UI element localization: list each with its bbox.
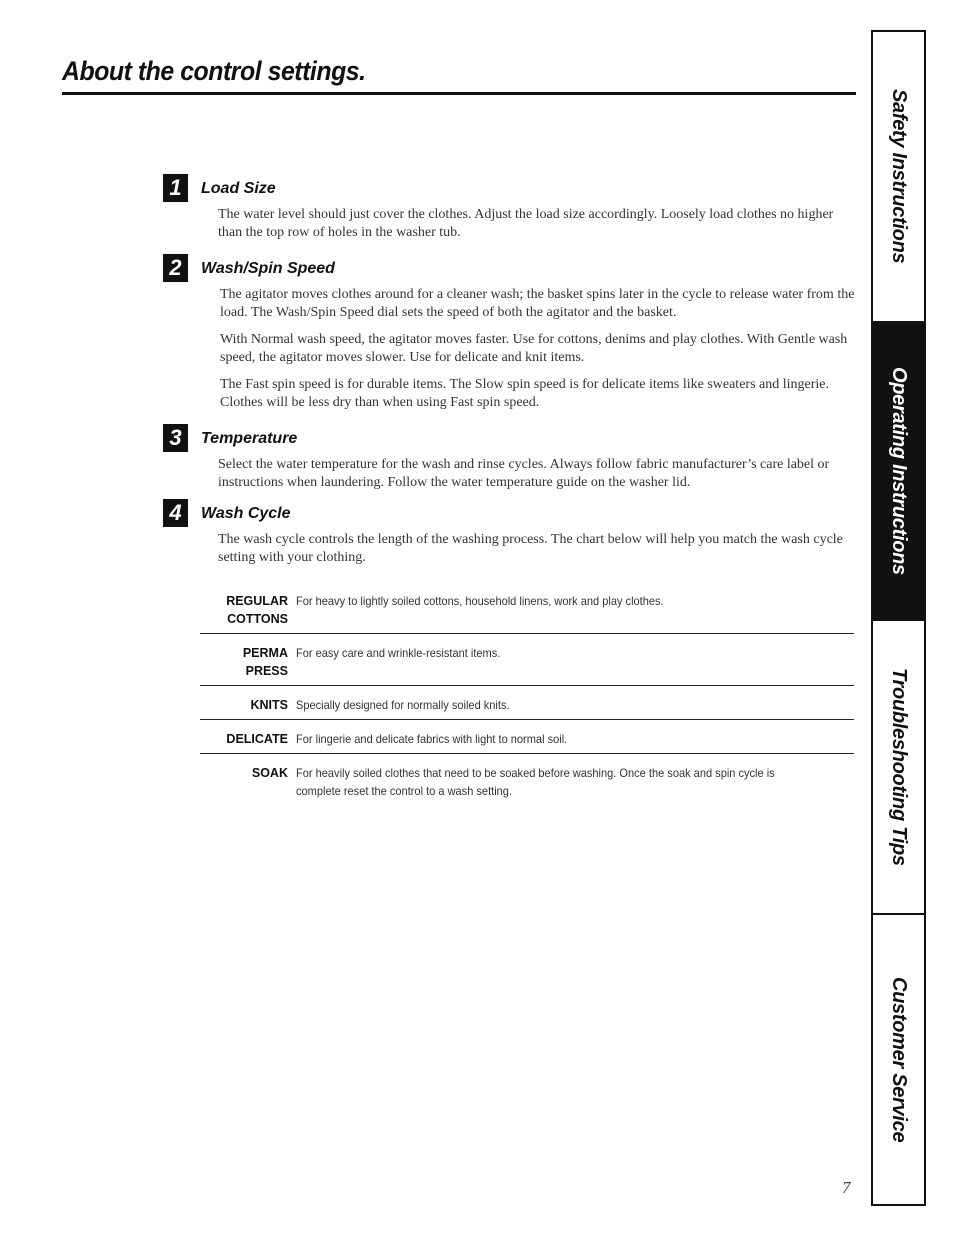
tab-label: Customer Service	[888, 976, 910, 1143]
side-tab-strip	[871, 30, 926, 1206]
table-row	[200, 694, 854, 720]
cycle-name: DELICATE	[226, 732, 288, 746]
cycle-name: SOAK	[251, 766, 288, 780]
cycle-name: REGULAR COTTONS	[226, 594, 288, 626]
tab-customer-service[interactable]	[873, 915, 924, 1204]
section-paragraph: The Fast spin speed is for durable items. The Slow spin speed is for delicate items like sweaters and lingerie. Clothes will be less dry than when using Fast spin speed.	[220, 377, 829, 410]
section-number-badge: 2	[163, 254, 188, 282]
section-heading: Wash Cycle	[201, 505, 291, 522]
table-row	[200, 762, 854, 805]
section-body	[218, 206, 853, 251]
section-body	[218, 456, 853, 501]
section-paragraph: The agitator moves clothes around for a cleaner wash; the basket spins later in the cycle to release water from the load. The Wash/Spin Speed dial sets the speed of both the agitator and the basket.	[220, 287, 855, 320]
section-paragraph: The water level should just cover the clothes. Adjust the load size accordingly. Loosely load clothes no higher than the top row of holes in the washer tub.	[218, 207, 834, 240]
section-heading: Wash/Spin Speed	[201, 260, 335, 277]
cycle-description: For lingerie and delicate fabrics with light to normal soil.	[296, 732, 568, 746]
table-row	[200, 590, 854, 634]
tab-label: Troubleshooting Tips	[888, 668, 910, 866]
cycle-description: For heavy to lightly soiled cottons, household linens, work and play clothes.	[296, 594, 664, 608]
tab-label: Safety Instructions	[888, 89, 910, 264]
section-body	[220, 286, 855, 421]
page-number: 7	[842, 1178, 851, 1197]
cycle-name: KNITS	[250, 698, 288, 712]
section-paragraph: With Normal wash speed, the agitator moves faster. Use for cottons, denims and play clothes. With Gentle wash speed, the agitator moves slower. Use for delicate and knit items.	[220, 332, 848, 365]
cycle-name: PERMA PRESS	[242, 646, 288, 678]
section-number-badge: 3	[163, 424, 188, 452]
wash-cycle-chart	[200, 590, 854, 813]
section-number-badge: 4	[163, 499, 188, 527]
page-title: About the control settings.	[62, 56, 366, 86]
table-row	[200, 728, 854, 754]
section-paragraph: The wash cycle controls the length of the washing process. The chart below will help you match the wash cycle setting with your clothing.	[218, 532, 843, 565]
section-number-badge: 1	[163, 174, 188, 202]
tab-label: Operating Instructions	[888, 367, 910, 575]
section-heading: Temperature	[201, 430, 298, 447]
tab-troubleshooting-tips[interactable]	[873, 621, 924, 915]
cycle-description: For heavily soiled clothes that need to be soaked before washing. Once the soak and spin cycle is complete reset the control to a wash setting.	[296, 766, 775, 798]
title-rule	[62, 92, 856, 95]
tab-safety-instructions[interactable]	[873, 32, 924, 323]
section-heading: Load Size	[201, 180, 276, 197]
section-paragraph: Select the water temperature for the wash and rinse cycles. Always follow fabric manufacturer’s care label or instructions when laundering. Follow the water temperature guide on the washer lid.	[218, 457, 830, 490]
section-body	[218, 531, 853, 576]
tab-operating-instructions[interactable]	[873, 323, 924, 621]
table-row	[200, 642, 854, 686]
cycle-description: Specially designed for normally soiled knits.	[296, 698, 510, 712]
cycle-description: For easy care and wrinkle-resistant items.	[296, 646, 501, 660]
